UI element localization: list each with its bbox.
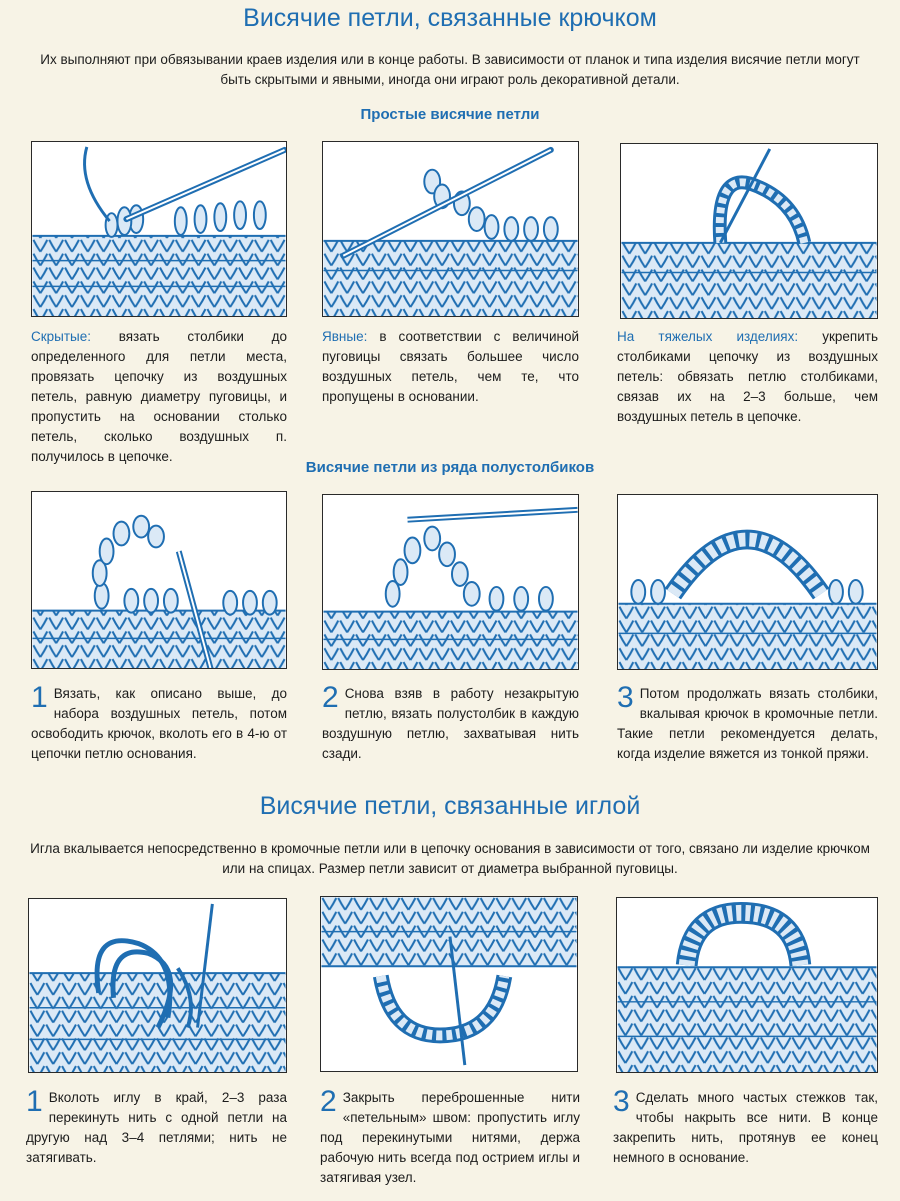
step-number: 2 xyxy=(322,681,339,714)
step-text: Закрыть переброшенные нити «петельным» швом: пропустить иглу под перекинутыми нитями, держа рабочую нить всегда под острием иглы и затягивая узел. xyxy=(320,1090,580,1185)
subsection-title-half-double-loops: Висячие петли из ряда полустолбиков xyxy=(305,459,595,476)
caption-label: Скрытые: xyxy=(31,329,92,344)
step-number: 3 xyxy=(617,681,634,714)
section-title-needle: Висячие петли, связанные иглой xyxy=(259,792,641,820)
step-2-needle xyxy=(320,1085,580,1188)
illustration-hdc-step-3 xyxy=(617,494,878,670)
caption-text: вязать столбики до определенного для петли места, провязать цепочку из воздушных петель, равную диаметру пуговицы, и пропустить на основании столько петель, сколько воздушных п. получилось в цепочке. xyxy=(31,329,287,464)
step-3-crochet xyxy=(617,681,878,764)
caption-text: в соответствии с величиной пуговицы связать большее число воздушных петель, чем те, что пропущены в основании. xyxy=(322,329,579,404)
illustration-visible-loop xyxy=(322,141,579,317)
step-text: Вколоть иглу в край, 2–3 раза перекинуть нить с одной петли на другую над 3–4 петлями; нить не затягивать. xyxy=(26,1090,287,1165)
caption-visible-loops xyxy=(322,327,579,407)
step-number: 3 xyxy=(613,1085,630,1118)
illustration-needle-step-1 xyxy=(28,898,287,1073)
subsection-title-simple-loops: Простые висячие петли xyxy=(360,106,540,123)
step-number: 1 xyxy=(26,1085,43,1118)
step-1-needle xyxy=(26,1085,287,1168)
illustration-needle-step-2 xyxy=(320,896,578,1072)
step-3-needle xyxy=(613,1085,878,1168)
illustration-heavy-loop xyxy=(620,143,878,319)
step-number: 1 xyxy=(31,681,48,714)
caption-heavy-items xyxy=(617,327,878,427)
illustration-hdc-step-2 xyxy=(322,494,579,670)
step-1-crochet xyxy=(31,681,287,764)
illustration-hdc-step-1 xyxy=(31,491,287,669)
caption-label: На тяжелых изделиях: xyxy=(617,329,799,344)
caption-hidden-loops xyxy=(31,327,287,467)
caption-label: Явные: xyxy=(322,329,368,344)
caption-text: укрепить столбиками цепочку из воздушных петель: обвязать петлю столбиками, связав их на 2–3 больше, чем воздушных петель в цепочке. xyxy=(617,329,878,424)
illustration-needle-step-3 xyxy=(616,897,878,1073)
illustration-hidden-loop xyxy=(31,141,287,317)
section-intro-crochet: Их выполняют при обвязывании краев изделия или в конце работы. В зависимости от планок и типа изделия висячие петли могут быть скрытыми и явными, иногда они играют роль декоративной детали. xyxy=(40,52,860,87)
section-title-crochet: Висячие петли, связанные крючком xyxy=(243,4,657,32)
step-number: 2 xyxy=(320,1085,337,1118)
section-intro-needle: Игла вкалывается непосредственно в кромочные петли или в цепочку основания в зависимости от того, связано ли изделие крючком или на спицах. Размер петли зависит от диаметра выбранной пуговицы. xyxy=(30,841,870,876)
step-2-crochet xyxy=(322,681,579,764)
step-text: Вязать, как описано выше, до набора воздушных петель, потом освободить крючок, вколоть его в 4-ю от цепочки петлю основания. xyxy=(31,686,287,761)
step-text: Сделать много частых стежков так, чтобы накрыть все нити. В конце закрепить нить, протянув ее конец немного в основание. xyxy=(613,1090,878,1165)
step-text: Потом продолжать вязать столбики, вкалывая крючок в кромочные петли. Такие петли рекомендуется делать, когда изделие вяжется из тонкой пряжи. xyxy=(617,686,878,761)
step-text: Снова взяв в работу незакрытую петлю, вязать полустолбик в каждую воздушную петлю, захватывая нить сзади. xyxy=(322,686,579,761)
